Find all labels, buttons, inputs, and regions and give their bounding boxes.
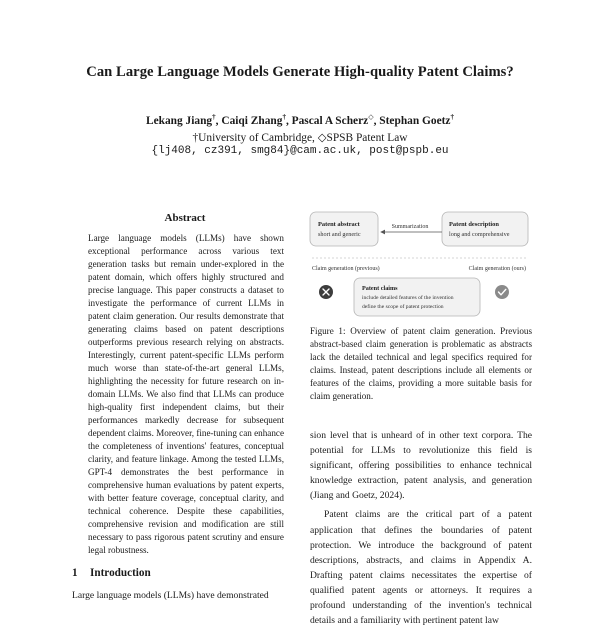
- patent-claims-line-2: define the scope of patent protection: [362, 304, 444, 310]
- section-heading-introduction: [72, 567, 151, 579]
- author-mark: †: [212, 113, 216, 122]
- author-mark: ◇: [368, 113, 374, 122]
- author-name: Caiqi Zhang: [221, 115, 283, 127]
- author-separator: ,: [215, 115, 222, 127]
- patent-abstract-box: [310, 212, 378, 246]
- author-separator: ,: [373, 115, 380, 127]
- patent-claims-line-1: include detailed features of the invention: [362, 295, 454, 301]
- summarization-label: Summarization: [391, 224, 429, 230]
- abstract-text: Large language models (LLMs) have shown exceptional performance across various text generation tasks but remain under-explored in the patent domain, which offers highly structured and precise language. This paper constructs a dataset to investigate the performance of current LLMs in patent claim generation. Our results demonstrate that generating claims based on patent descriptions outperforms previous research relying on abstracts. Interestingly, current patent-specific LLMs perform much worse than state-of-the-art general LLMs, highlighting the necessity for future research on in-domain LLMs. We also find that LLMs can produce high-quality first independent claims, but their performances markedly decrease for subsequent dependent claims. Moreover, fine-tuning can enhance the completeness of inventions' features, conceptual clarity, and feature linkage. Among the tested LLMs, GPT-4 demonstrates the best performance in comprehensive human evaluations by patent experts, with better feature coverage, conceptual clarity, and technical coherence. Despite these capabilities, comprehensive revision and modification are still necessary to pass rigorous patent scrutiny and ensure legal robustness.: [88, 233, 284, 556]
- patent-description-sub: long and comprehensive: [449, 231, 510, 238]
- section-title: Introduction: [90, 567, 151, 579]
- affiliation: †University of Cambridge, ◇SPSB Patent Law: [192, 132, 408, 144]
- figure-diagram: [306, 204, 532, 322]
- author-list: [0, 115, 600, 127]
- body-paragraph: sion level that is unheard of in other text corpora. The potential for LLMs to revolutionize this field is significant, offering possibilities to enhance technical knowledge extraction, patent analysis, and generation (Jiang and Goetz, 2024).: [310, 430, 532, 502]
- author-mark: †: [450, 113, 454, 122]
- claim-generation-ours-label: Claim generation (ours): [468, 266, 526, 272]
- check-icon: [495, 285, 509, 299]
- section-number: 1: [72, 567, 78, 579]
- author-name: Pascal A Scherz: [291, 115, 369, 127]
- author-name: Lekang Jiang: [145, 115, 213, 127]
- author-emails: {lj408, cz391, smg84}@cam.ac.uk, post@pspb.eu: [151, 145, 449, 157]
- patent-abstract-sub: short and generic: [318, 231, 361, 238]
- patent-description-box: [442, 212, 528, 246]
- right-column-body: [310, 428, 532, 628]
- body-paragraph: Patent claims are the critical part of a patent application that defines the boundaries of patent protection. We introduce the background of patent descriptions, abstracts, and claims in Appendix A. Drafting patent claims necessitates the expertise of qualified patent agents or attorneys. It requires a profound understanding of the invention's technical details and a familiarity with pertinent patent law: [310, 509, 532, 627]
- author-separator: ,: [285, 115, 292, 127]
- figure-caption: Figure 1: Overview of patent claim generation. Previous abstract-based claim generation is problematic as abstracts lack the detailed technical and legal specifics required for claims. Instead, patent descriptions include all elements or features of the claims, providing a more suitable basis for claim generation.: [310, 326, 532, 402]
- claim-generation-previous-label: Claim generation (previous): [312, 266, 380, 272]
- paper-title: Can Large Language Models Generate High-quality Patent Claims?: [86, 64, 514, 80]
- author-name: Stephan Goetz: [379, 115, 451, 127]
- patent-claims-title: Patent claims: [362, 285, 398, 292]
- author-mark: †: [282, 113, 286, 122]
- abstract-heading: Abstract: [164, 212, 206, 224]
- patent-description-title: Patent description: [449, 221, 499, 228]
- introduction-first-line: Large language models (LLMs) have demonstrated: [72, 590, 269, 601]
- cross-icon: [319, 285, 333, 299]
- patent-abstract-title: Patent abstract: [318, 221, 360, 228]
- figure-1: [306, 204, 532, 322]
